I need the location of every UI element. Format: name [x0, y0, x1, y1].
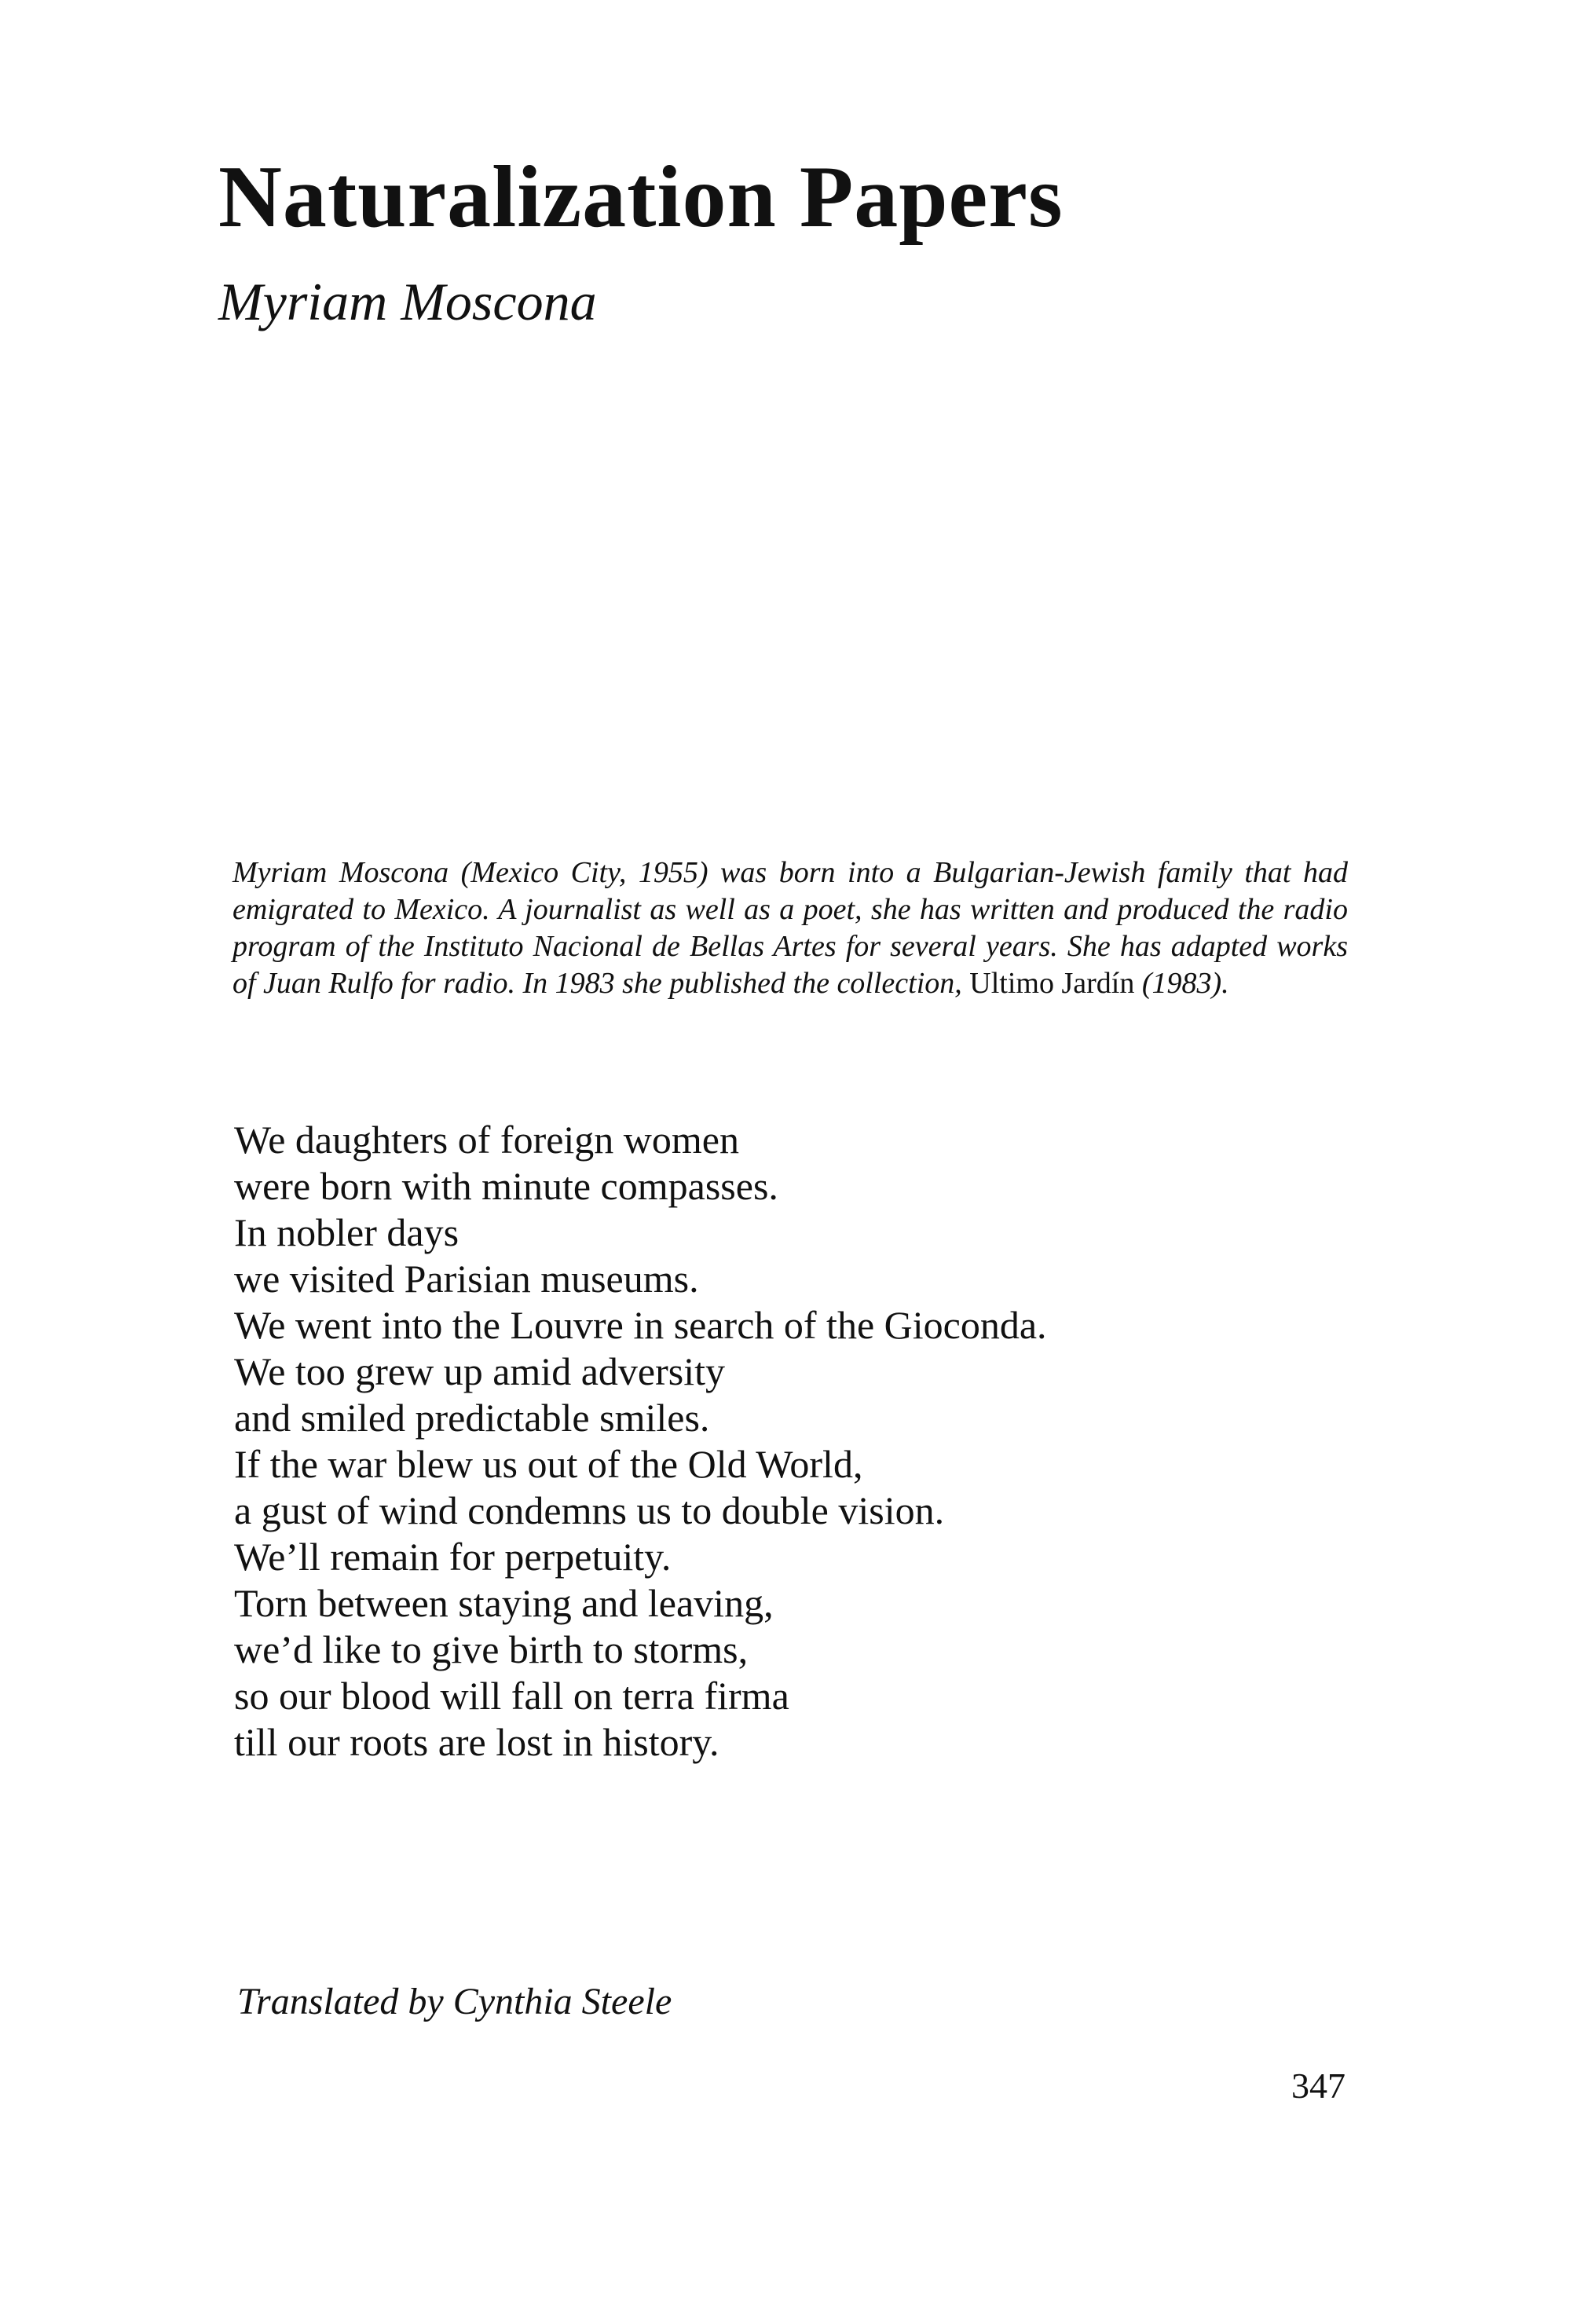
poem-line: till our roots are lost in history.: [234, 1720, 719, 1764]
poem-line: a gust of wind condemns us to double vision.: [234, 1488, 945, 1532]
poem-line: and smiled predictable smiles.: [234, 1396, 710, 1440]
poem-line: We too grew up amid adversity: [234, 1349, 725, 1393]
poem-line: We daughters of foreign women: [234, 1118, 739, 1162]
poem-line: Torn between staying and leaving,: [234, 1581, 774, 1625]
page-title: Naturalization Papers: [218, 148, 1064, 246]
poem-line: We went into the Louvre in search of the Gioconda.: [234, 1303, 1047, 1347]
bio-work-title: Ultimo Jardín: [969, 967, 1135, 1000]
poem-line: We’ll remain for perpetuity.: [234, 1535, 672, 1579]
poem-line: we’d like to give birth to storms,: [234, 1627, 749, 1671]
bio-text-end: (1983).: [1141, 967, 1229, 1000]
poem-line: If the war blew us out of the Old World,: [234, 1442, 863, 1486]
poem-line: In nobler days: [234, 1210, 459, 1254]
author-biography: [232, 855, 1348, 1002]
page-number: 347: [1291, 2066, 1346, 2106]
poem-body: [234, 1117, 1412, 1766]
author-name: Myriam Moscona: [218, 272, 597, 331]
poem-line: we visited Parisian museums.: [234, 1257, 699, 1301]
poem-line: so our blood will fall on terra firma: [234, 1674, 789, 1718]
poem-line: were born with minute compasses.: [234, 1164, 778, 1208]
bio-text: Myriam Moscona (Mexico City, 1955) was born into a Bulgarian-Jewish family that had emigrated to Mexico. A journalist as well as a poet, she has written and produced the radio program of the Instituto Nacional de Bellas Artes for several years. She has adapted works of Juan Rulfo for radio. In 1983 she published the collection,: [232, 856, 1348, 1000]
translator-credit: Translated by Cynthia Steele: [237, 1981, 672, 2022]
